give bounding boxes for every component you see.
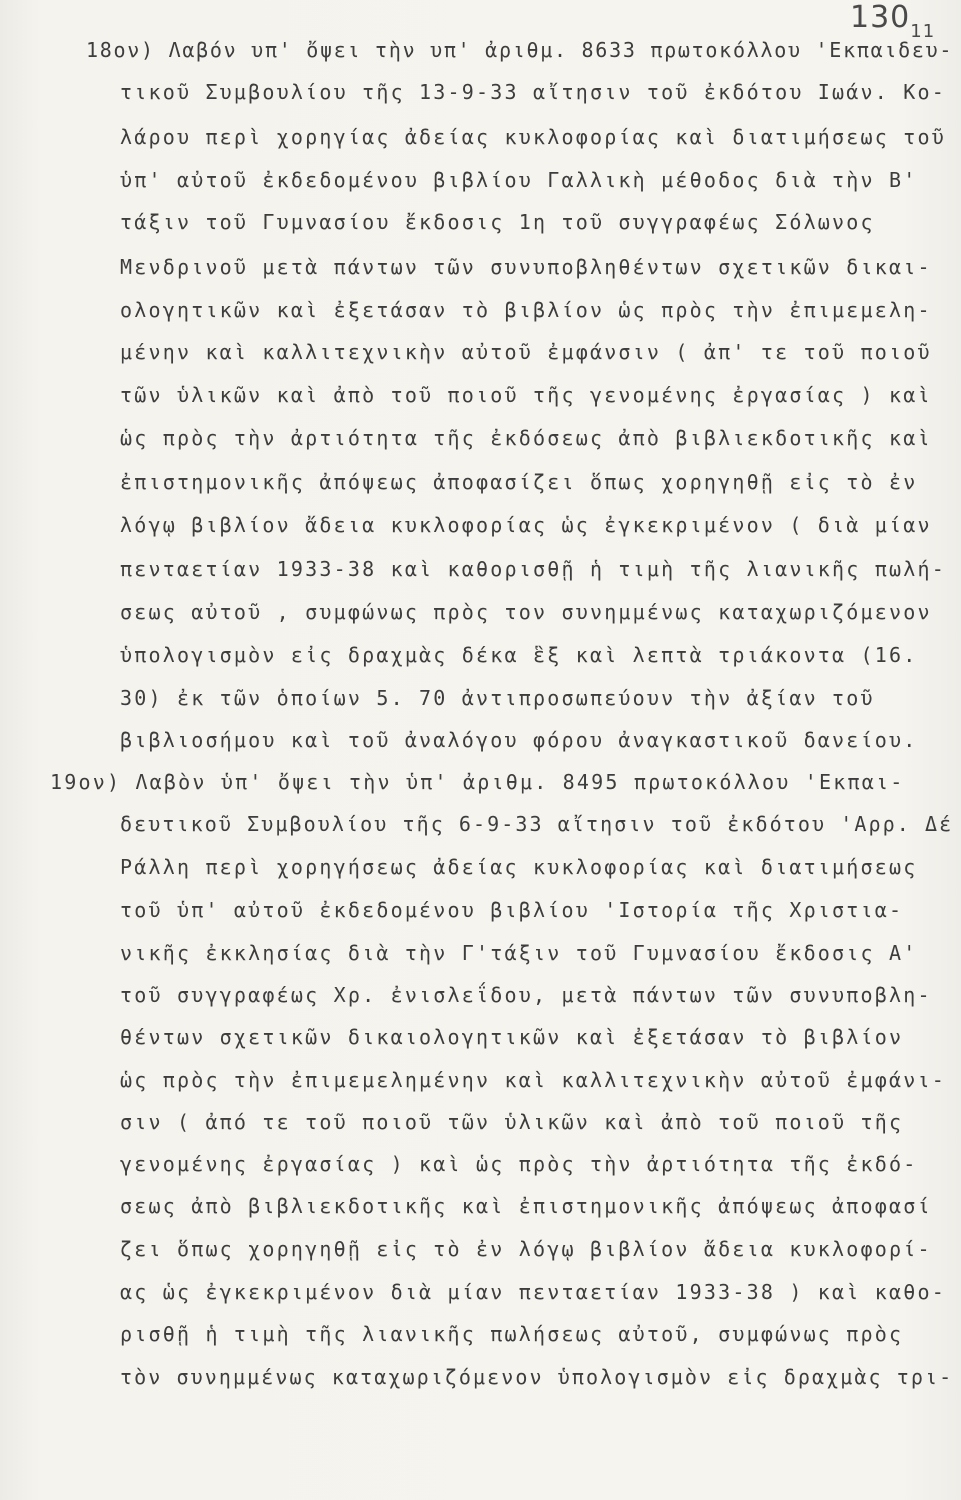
- text-line: τῶν ὑλικῶν καὶ ἀπὸ τοῦ ποιοῦ τῆς γενομένης ἐργασίας ) καὶ: [120, 383, 932, 407]
- text-line: 18ον) Λαβόν υπ' ὄψει τὴν υπ' ἀριθμ. 8633 πρωτοκόλλου 'Εκπαιδευ-: [86, 38, 954, 62]
- page-number-main: 130: [850, 0, 911, 35]
- text-line: Μενδρινοῦ μετὰ πάντων τῶν συνυποβληθέντων σχετικῶν δικαι-: [120, 255, 932, 279]
- text-line: 30) ἐκ τῶν ὁποίων 5. 70 ἀντιπροσωπεύουν τὴν ἀξίαν τοῦ: [120, 686, 875, 710]
- text-line: μένην καὶ καλλιτεχνικὴν αὐτοῦ ἐμφάνσιν ( ἀπ' τε τοῦ ποιοῦ: [120, 340, 932, 364]
- text-line: 19ον) Λαβὸν ὑπ' ὄψει τὴν ὑπ' ἀριθμ. 8495 πρωτοκόλλου 'Εκπαι-: [50, 770, 905, 794]
- text-line: τοῦ συγγραφέως Χρ. ἐνισλεΐδου, μετὰ πάντων τῶν συνυποβλη-: [120, 983, 932, 1007]
- page-number: [850, 0, 936, 42]
- text-line: θέντων σχετικῶν δικαιολογητικῶν καὶ ἐξετάσαν τὸ βιβλίον: [120, 1025, 904, 1049]
- text-line: λάρου περὶ χορηγίας ἀδείας κυκλοφορίας καὶ διατιμήσεως τοῦ: [120, 125, 946, 149]
- text-line: βιβλιοσήμου καὶ τοῦ ἀναλόγου φόρου ἀναγκαστικοῦ δανείου.: [120, 728, 918, 752]
- text-line: δευτικοῦ Συμβουλίου τῆς 6-9-33 αἴτησιν τοῦ ἐκδότου 'Αρρ. Δέ: [120, 812, 954, 836]
- text-line: ρισθῇ ἡ τιμὴ τῆς λιανικῆς πωλήσεως αὐτοῦ, συμφώνως πρὸς: [120, 1322, 904, 1346]
- text-line: γενομένης ἐργασίας ) καὶ ὡς πρὸς τὴν ἀρτιότητα τῆς ἐκδό-: [120, 1152, 918, 1176]
- text-line: ας ὡς ἐγκεκριμένον διὰ μίαν πενταετίαν 1933-38 ) καὶ καθο-: [120, 1280, 946, 1304]
- text-line: σιν ( ἀπό τε τοῦ ποιοῦ τῶν ὑλικῶν καὶ ἀπὸ τοῦ ποιοῦ τῆς: [120, 1110, 904, 1134]
- text-line: τοῦ ὑπ' αὐτοῦ ἐκδεδομένου βιβλίου 'Ιστορία τῆς Χριστια-: [120, 898, 904, 922]
- text-line: πενταετίαν 1933-38 καὶ καθορισθῇ ἡ τιμὴ τῆς λιανικῆς πωλή-: [120, 557, 946, 581]
- text-line: ἐπιστημονικῆς ἀπόψεως ἀποφασίζει ὅπως χορηγηθῇ εἰς τὸ ἐν: [120, 470, 918, 494]
- text-line: τὸν συνημμένως καταχωριζόμενον ὑπολογισμὸν εἰς δραχμὰς τρι-: [120, 1365, 954, 1389]
- text-line: ὑπ' αὐτοῦ ἐκδεδομένου βιβλίου Γαλλικὴ μέθοδος διὰ τὴν Β': [120, 168, 918, 192]
- text-line: τικοῦ Συμβουλίου τῆς 13-9-33 αἴτησιν τοῦ ἐκδότου Ιωάν. Κο-: [120, 80, 946, 104]
- text-line: ὡς πρὸς τὴν ἐπιμεμελημένην καὶ καλλιτεχνικὴν αὐτοῦ ἐμφάνι-: [120, 1068, 946, 1092]
- text-line: ζει ὅπως χορηγηθῇ εἰς τὸ ἐν λόγῳ βιβλίον ἄδεια κυκλοφορί-: [120, 1237, 932, 1261]
- text-line: τάξιν τοῦ Γυμνασίου ἔκδοσις 1η τοῦ συγγραφέως Σόλωνος: [120, 210, 875, 234]
- page-number-sub: 11: [910, 21, 936, 42]
- text-line: ὑπολογισμὸν εἰς δραχμὰς δέκα ἓξ καὶ λεπτὰ τριάκοντα (16.: [120, 643, 918, 667]
- text-line: ὡς πρὸς τὴν ἀρτιότητα τῆς ἐκδόσεως ἀπὸ βιβλιεκδοτικῆς καὶ: [120, 426, 932, 450]
- text-line: Ράλλη περὶ χορηγήσεως ἀδείας κυκλοφορίας καὶ διατιμήσεως: [120, 855, 918, 879]
- text-line: νικῆς ἐκκλησίας διὰ τὴν Γ'τάξιν τοῦ Γυμνασίου ἔκδοσις Α': [120, 941, 918, 965]
- text-line: σεως αὐτοῦ , συμφώνως πρὸς τον συνημμένως καταχωριζόμενον: [120, 600, 932, 624]
- text-line: ολογητικῶν καὶ ἐξετάσαν τὸ βιβλίον ὡς πρὸς τὴν ἐπιμεμελη-: [120, 298, 932, 322]
- text-line: λόγῳ βιβλίον ἄδεια κυκλοφορίας ὡς ἐγκεκριμένον ( διὰ μίαν: [120, 513, 932, 537]
- text-line: σεως ἀπὸ βιβλιεκδοτικῆς καὶ ἐπιστημονικῆς ἀπόψεως ἀποφασί: [120, 1194, 932, 1218]
